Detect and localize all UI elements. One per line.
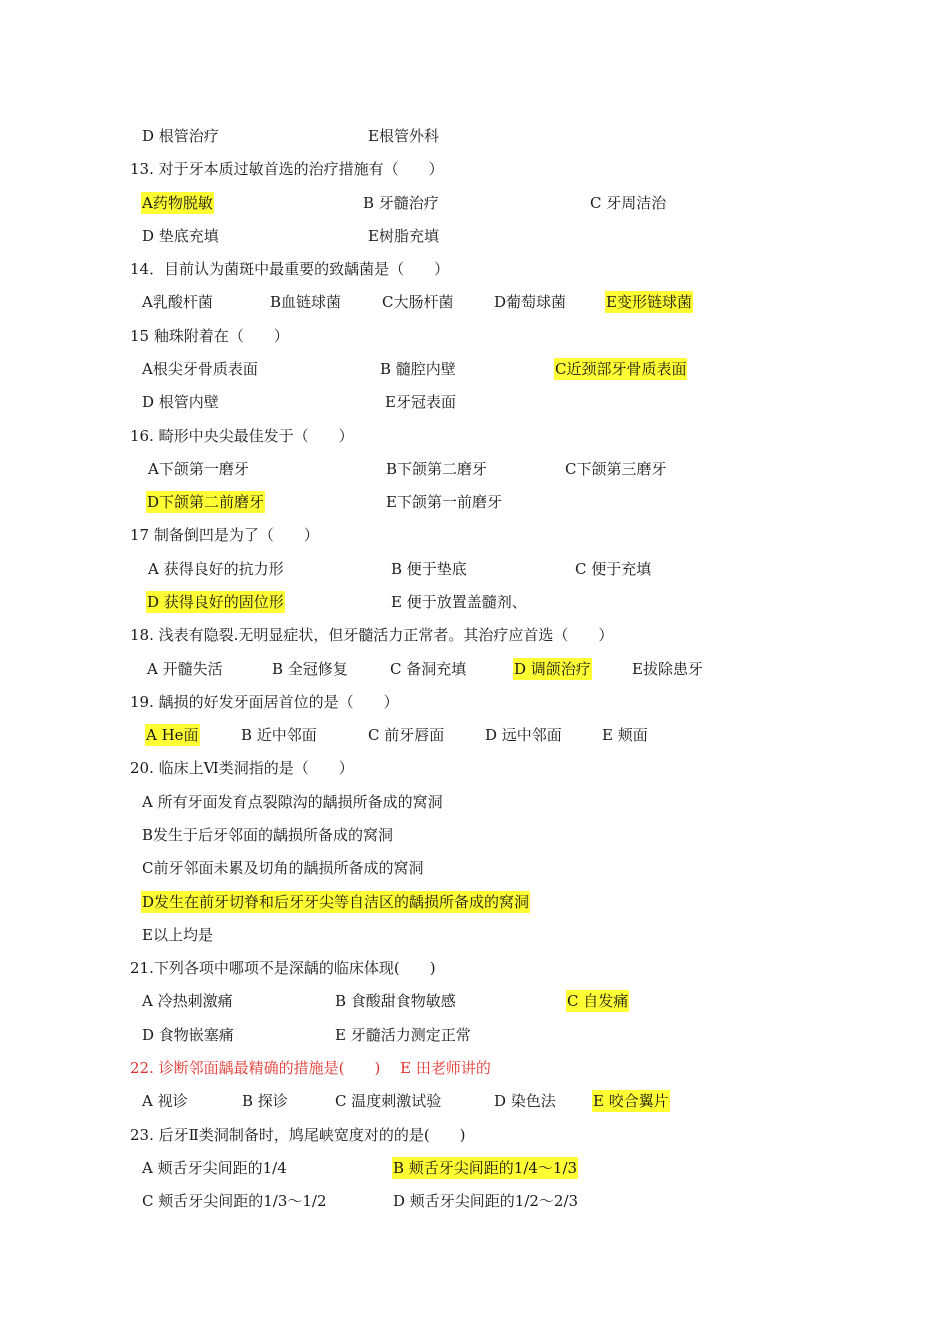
q20-option-a: A 所有牙面发育点裂隙沟的龋损所备成的窝洞: [142, 793, 443, 811]
q22-stem-row: [0, 1057, 950, 1079]
q21-option-b: B 食酸甜食物敏感: [335, 992, 456, 1010]
q23-option-d: D 颊舌牙尖间距的1/2～2/3: [393, 1192, 579, 1210]
q23-stem-row: [0, 1124, 950, 1146]
q14-options-row: [0, 291, 950, 313]
q18-options-row: [0, 658, 950, 680]
q12-options-row: [0, 125, 950, 147]
q22-option-b: B 探诊: [242, 1092, 288, 1110]
q14-option-e-answer: E变形链球菌: [606, 293, 692, 311]
question-stem: 20. 临床上Ⅵ类洞指的是（ ）: [130, 759, 354, 777]
q15-option-d: D 根管内壁: [142, 393, 219, 411]
question-stem: 13. 对于牙本质过敏首选的治疗措施有（ ）: [130, 160, 444, 178]
q19-option-d: D 远中邻面: [485, 726, 562, 744]
q13-options-row-1: [0, 192, 950, 214]
q22-option-d: D 染色法: [494, 1092, 556, 1110]
question-stem: 21.下列各项中哪项不是深龋的临床体现( ): [130, 959, 436, 977]
q14-option-d: D葡萄球菌: [494, 293, 567, 311]
q21-options-row-1: [0, 990, 950, 1012]
q16-option-c: C下颌第三磨牙: [565, 460, 667, 478]
q19-option-e: E 颊面: [602, 726, 648, 744]
question-stem: 17 制备倒凹是为了（ ）: [130, 526, 319, 544]
q19-option-c: C 前牙唇面: [368, 726, 445, 744]
q12-option-d: D 根管治疗: [142, 127, 219, 145]
question-stem: 18. 浅表有隐裂.无明显症状，但牙髓活力正常者。其治疗应首选（ ）: [130, 626, 614, 644]
question-stem: 23. 后牙Ⅱ类洞制备时，鸠尾峡宽度对的的是( ): [130, 1126, 466, 1144]
q21-stem-row: [0, 957, 950, 979]
question-stem: 15 釉珠附着在（ ）: [130, 327, 289, 345]
q12-option-e: E根管外科: [368, 127, 439, 145]
q18-stem-row: [0, 624, 950, 646]
q21-options-row-2: [0, 1024, 950, 1046]
q15-options-row-2: [0, 391, 950, 413]
q20-option-b-row: [0, 824, 950, 846]
q13-option-b: B 牙髓治疗: [363, 194, 439, 212]
q21-option-c-answer: C 自发痛: [567, 992, 629, 1010]
q22-options-row: [0, 1090, 950, 1112]
q15-option-a: A根尖牙骨质表面: [142, 360, 258, 378]
q20-option-c-row: [0, 857, 950, 879]
q20-option-e-row: [0, 924, 950, 946]
q19-stem-row: [0, 691, 950, 713]
q13-option-e: E树脂充填: [368, 227, 439, 245]
q13-options-row-2: [0, 225, 950, 247]
q23-option-a: A 颊舌牙尖间距的1/4: [142, 1159, 287, 1177]
q15-option-b: B 髓腔内壁: [380, 360, 456, 378]
q13-option-c: C 牙周洁治: [590, 194, 667, 212]
q13-option-d: D 垫底充填: [142, 227, 219, 245]
q17-option-d-answer: D 获得良好的固位形: [147, 593, 284, 611]
q15-stem-row: [0, 325, 950, 347]
q17-stem-row: [0, 524, 950, 546]
q17-options-row-1: [0, 558, 950, 580]
q15-options-row-1: [0, 358, 950, 380]
q15-option-e: E牙冠表面: [385, 393, 456, 411]
q17-option-b: B 便于垫底: [391, 560, 467, 578]
q18-option-a: A 开髓失活: [147, 660, 223, 678]
q18-option-c: C 备洞充填: [390, 660, 467, 678]
question-stem: 16. 畸形中央尖最佳发于（ ）: [130, 427, 354, 445]
q15-option-c-answer: C近颈部牙骨质表面: [555, 360, 687, 378]
q20-option-d-answer: D发生在前牙切脊和后牙牙尖等自洁区的龋损所备成的窝洞: [142, 893, 530, 911]
q14-option-c: C大肠杆菌: [382, 293, 454, 311]
q14-stem-row: [0, 258, 950, 280]
q13-option-a-answer: A药物脱敏: [142, 194, 213, 212]
q16-stem-row: [0, 425, 950, 447]
q20-option-a-row: [0, 791, 950, 813]
q13-stem-row: [0, 158, 950, 180]
q18-option-b: B 全冠修复: [272, 660, 348, 678]
q18-option-e: E拔除患牙: [632, 660, 703, 678]
question-stem: 14．目前认为菌斑中最重要的致龋菌是（ ）: [130, 260, 450, 278]
q23-options-row-2: [0, 1190, 950, 1212]
q14-option-b: B血链球菌: [270, 293, 342, 311]
question-stem: 19. 龋损的好发牙面居首位的是（ ）: [130, 693, 399, 711]
q21-option-a: A 冷热刺激痛: [142, 992, 233, 1010]
q19-option-a-answer: A He面: [146, 726, 199, 744]
q23-option-c: C 颊舌牙尖间距的1/3～1/2: [142, 1192, 327, 1210]
q17-options-row-2: [0, 591, 950, 613]
q19-option-b: B 近中邻面: [241, 726, 317, 744]
q16-option-a: A下颌第一磨牙: [148, 460, 249, 478]
q16-option-e: E下颌第一前磨牙: [386, 493, 502, 511]
q22-option-a: A 视诊: [142, 1092, 188, 1110]
q17-option-e: E 便于放置盖髓剂、: [391, 593, 527, 611]
q19-options-row: [0, 724, 950, 746]
q16-option-d-answer: D下颌第二前磨牙: [147, 493, 265, 511]
q16-option-b: B下颌第二磨牙: [386, 460, 488, 478]
q20-option-d-row: [0, 891, 950, 913]
q17-option-c: C 便于充填: [575, 560, 652, 578]
question-stem-red: 22. 诊断邻面龋最精确的措施是( ) E 田老师讲的: [130, 1059, 491, 1077]
q22-option-c: C 温度刺激试验: [335, 1092, 442, 1110]
q22-option-e-answer: E 咬合翼片: [593, 1092, 669, 1110]
q20-option-b: B发生于后牙邻面的龋损所备成的窝洞: [142, 826, 394, 844]
q20-stem-row: [0, 757, 950, 779]
q16-options-row-2: [0, 491, 950, 513]
q16-options-row-1: [0, 458, 950, 480]
q21-option-d: D 食物嵌塞痛: [142, 1026, 234, 1044]
q14-option-a: A乳酸杆菌: [142, 293, 213, 311]
q20-option-e: E以上均是: [142, 926, 213, 944]
q17-option-a: A 获得良好的抗力形: [148, 560, 284, 578]
q18-option-d-answer: D 调颌治疗: [514, 660, 591, 678]
q23-option-b-answer: B 颊舌牙尖间距的1/4～1/3: [393, 1159, 578, 1177]
q21-option-e: E 牙髓活力测定正常: [335, 1026, 471, 1044]
q23-options-row-1: [0, 1157, 950, 1179]
q20-option-c: C前牙邻面未累及切角的龋损所备成的窝洞: [142, 859, 424, 877]
